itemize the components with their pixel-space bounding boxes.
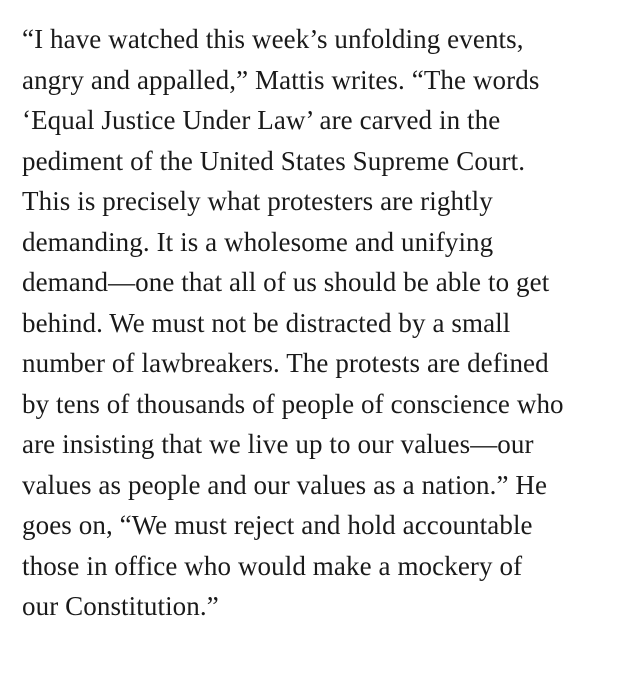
paragraph-line-9: number of lawbreakers. The protests are defined [22, 348, 549, 378]
paragraph-line-10: by tens of thousands of people of conscience who [22, 388, 564, 419]
paragraph-line-7: demand—one that all of us should be able to get [22, 267, 550, 297]
article-paragraph [22, 19, 612, 627]
paragraph-line-4: pediment of the United States Supreme Court. [22, 145, 526, 176]
paragraph-line-2: angry and appalled,” Mattis writes. “The words [22, 64, 540, 95]
paragraph-line-14: those in office who would make a mockery of [22, 550, 523, 581]
paragraph-line-15: our Constitution.” [22, 591, 219, 621]
paragraph-line-8: behind. We must not be distracted by a small [22, 307, 511, 338]
paragraph-line-1: “I have watched this week’s unfolding events, [22, 24, 524, 54]
paragraph-line-12: values as people and our values as a nation.” He [22, 469, 548, 500]
paragraph-line-13: goes on, “We must reject and hold accountable [22, 510, 533, 540]
paragraph-line-6: demanding. It is a wholesome and unifying [22, 226, 494, 257]
paragraph-line-5: This is precisely what protesters are rightly [22, 186, 493, 216]
paragraph-line-3: ‘Equal Justice Under Law’ are carved in the [22, 105, 501, 135]
paragraph-line-11: are insisting that we live up to our values—our [22, 429, 534, 459]
